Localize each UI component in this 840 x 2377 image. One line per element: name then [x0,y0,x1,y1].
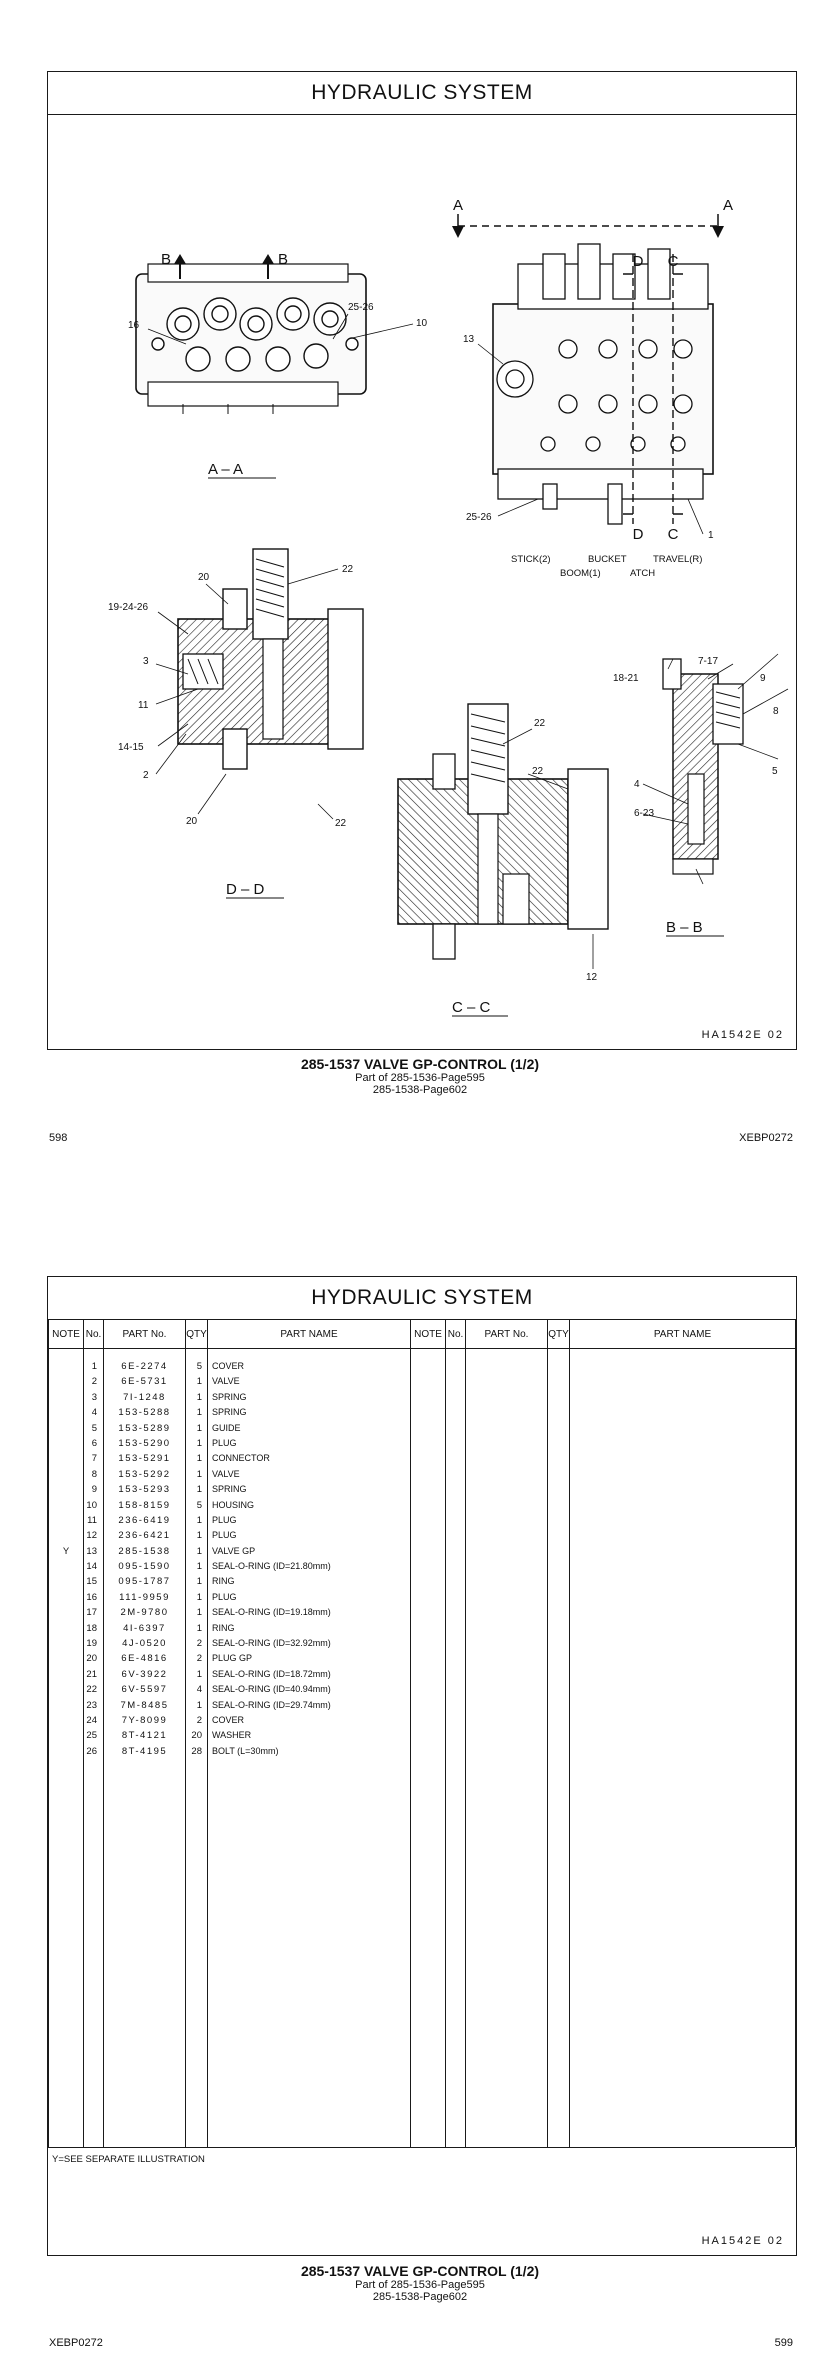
table-cell-name: SEAL-O-RING (ID=19.18mm) [212,1607,331,1618]
table-cell-no: 9 [91,1484,97,1496]
figure-caption [0,1056,840,1096]
section-marker-b: B [161,251,172,268]
table-cell-no: 11 [87,1514,97,1526]
exploded-valve-illustration [48,114,795,1049]
view-side-assembly [452,197,733,579]
section-marker-c: C [667,526,679,543]
callout-label: 22 [532,766,544,777]
table-cell-no: 14 [86,1561,97,1573]
caption-reference: 285-1538-Page602 [372,2291,468,2303]
table-cell-qty: 2 [196,1653,202,1665]
callout-label: 1 [708,530,714,541]
view-a-a [136,251,366,478]
table-cell-note [49,1744,83,1759]
figure-caption [0,2263,840,2303]
table-cell-note [49,1713,83,1728]
column-header: PART NAME [208,1320,411,1349]
view-c-c [398,704,608,1016]
table-cell-no: 8 [91,1468,97,1480]
section-marker-a: A [722,197,734,214]
callout-label: 9 [760,673,766,684]
column-header: QTY [548,1320,570,1349]
table-cell-no: 12 [86,1530,97,1542]
function-label: STICK(2) [511,554,551,565]
callout-label: 20 [186,816,198,827]
table-cell-name: COVER [212,1714,245,1725]
callout-label: 11 [138,700,149,711]
table-cell-note [49,1513,83,1528]
table-cell-qty: 1 [196,1391,202,1403]
table-cell-name: PLUG [212,1530,237,1541]
page-title: HYDRAULIC SYSTEM [48,72,796,115]
table-cell-name: PLUG [212,1514,237,1525]
table-cell-name: SEAL-O-RING (ID=32.92mm) [212,1638,331,1649]
note-column-empty [411,1349,446,2148]
table-cell-part: 095-1590 [118,1561,171,1573]
column-header: NOTE [49,1320,84,1349]
callout-label: 25-26 [466,512,492,523]
table-cell-no: 16 [86,1591,97,1603]
view-label-cc: C – C [452,999,491,1016]
callout-label: 4 [634,779,640,790]
table-cell-no: 17 [86,1607,97,1619]
document-code: XEBP0272 [739,1132,793,1144]
table-cell-qty: 1 [196,1422,202,1434]
table-cell-qty: 1 [196,1437,202,1449]
callout-label: 6-23 [634,808,655,819]
table-cell-qty: 1 [196,1407,202,1419]
table-cell-part: 285-1538 [118,1545,171,1557]
column-header: No. [84,1320,104,1349]
table-cell-qty: 5 [196,1361,202,1372]
note-legend: Y=SEE SEPARATE ILLUSTRATION [52,2154,205,2165]
callout-label: 22 [342,564,354,575]
table-cell-qty: 20 [191,1730,202,1742]
table-cell-note [49,1528,83,1543]
table-cell-part: 236-6419 [118,1514,171,1526]
table-cell-part: 6E-5731 [121,1376,168,1388]
table-cell-note [49,1451,83,1466]
table-cell-no: 22 [86,1684,97,1696]
table-cell-part: 236-6421 [118,1530,171,1542]
table-cell-no: 23 [86,1699,97,1711]
table-cell-note [49,1436,83,1451]
table-cell-name: SEAL-O-RING (ID=29.74mm) [212,1699,331,1710]
caption-reference: Part of 285-1536-Page595 [355,2279,485,2291]
table-cell-part: 6V-3922 [121,1668,168,1680]
part-number-column-empty [466,1349,548,2148]
table-footer [48,2147,795,2256]
table-cell-part: 4J-0520 [122,1638,167,1650]
callout-label: 20 [198,572,210,583]
item-number-column-empty [446,1349,466,2148]
section-marker-b: B [278,251,289,268]
table-cell-qty: 1 [196,1484,202,1496]
table-cell-part: 8T-4195 [121,1745,168,1757]
table-cell-no: 15 [86,1576,97,1588]
page-title: HYDRAULIC SYSTEM [48,1277,796,1320]
table-cell-name: RING [212,1576,235,1587]
table-header-row [49,1320,796,1349]
table-cell-part: 111-9959 [119,1591,170,1603]
table-cell-note [49,1574,83,1589]
table-cell-qty: 5 [196,1499,202,1511]
function-label: BOOM(1) [560,568,601,579]
table-cell-note [49,1728,83,1743]
table-cell-name: VALVE [212,1468,240,1479]
table-cell-qty: 2 [196,1714,202,1726]
table-cell-name: GUIDE [212,1422,241,1433]
table-cell-note [49,1359,83,1374]
table-cell-part: 153-5289 [118,1422,171,1434]
table-cell-part: 153-5290 [118,1437,171,1449]
table-cell-note [49,1559,83,1574]
table-cell-name: SPRING [212,1484,247,1495]
caption-title: 285-1537 VALVE GP-CONTROL (1/2) [300,1056,540,1072]
table-cell-part: 8T-4121 [121,1730,168,1742]
table-cell-no: 6 [91,1437,97,1449]
parts-list-page-frame [47,1276,797,2256]
section-marker-d: D [632,253,644,270]
view-d-d [178,549,363,898]
table-cell-part: 7Y-8099 [121,1714,168,1726]
callout-label: 13 [463,334,475,345]
table-cell-no: 21 [86,1668,97,1680]
callout-label: 19-24-26 [108,602,149,613]
table-cell-part: 6E-4816 [121,1653,168,1665]
callout-label: 22 [534,718,546,729]
table-cell-qty: 1 [196,1376,202,1388]
table-cell-qty: 1 [196,1607,202,1619]
table-cell-note [49,1482,83,1497]
part-number-column [104,1349,186,2148]
table-cell-part: 2M-9780 [120,1607,169,1619]
table-cell-no: 3 [91,1391,97,1403]
table-cell-name: PLUG [212,1437,237,1448]
table-cell-qty: 2 [196,1638,202,1650]
column-header: NOTE [411,1320,446,1349]
part-name-column [208,1349,411,2148]
table-cell-name: COVER [212,1361,245,1371]
table-cell-name: SPRING [212,1391,247,1402]
table-cell-note [49,1636,83,1651]
callout-label: 8 [773,706,779,717]
table-cell-note [49,1405,83,1420]
table-cell-note [49,1605,83,1620]
table-cell-part: 4I-6397 [123,1622,166,1634]
table-cell-name: SEAL-O-RING (ID=21.80mm) [212,1561,331,1572]
callout-label: 25-26 [348,302,374,313]
note-column [49,1349,84,2148]
quantity-column [186,1349,208,2148]
table-cell-note [49,1698,83,1713]
column-header: PART No. [466,1320,548,1349]
parts-table [48,1319,796,2147]
table-cell-note [49,1590,83,1605]
table-cell-qty: 1 [196,1530,202,1542]
view-b-b [663,659,743,936]
table-cell-qty: 1 [196,1545,202,1557]
callout-label: 18-21 [613,673,639,684]
table-cell-name: SEAL-O-RING (ID=40.94mm) [212,1684,331,1695]
table-cell-part: 153-5293 [118,1484,171,1496]
table-cell-part: 7M-8485 [120,1699,169,1711]
table-cell-no: 10 [86,1499,97,1511]
function-label: ATCH [630,568,656,579]
table-cell-no: 26 [86,1745,97,1757]
callout-label: 12 [586,972,598,983]
callout-label: 14-15 [118,742,144,753]
table-cell-name: WASHER [212,1730,252,1741]
callout-label: 10 [416,318,428,329]
table-cell-qty: 4 [196,1684,202,1696]
figure-code: HA1542E 02 [701,2235,784,2247]
table-cell-no: 20 [86,1653,97,1665]
quantity-column-empty [548,1349,570,2148]
table-cell-part: 7I-1248 [123,1391,166,1403]
table-cell-note [49,1651,83,1666]
table-cell-qty: 1 [196,1622,202,1634]
table-cell-no: 13 [86,1545,97,1557]
part-name-column-empty [570,1349,796,2148]
table-cell-no: 24 [86,1714,97,1726]
table-cell-note [49,1390,83,1405]
document-code: XEBP0272 [49,2337,103,2349]
view-label-dd: D – D [226,881,265,898]
callout-label: 16 [128,320,140,331]
column-header: No. [446,1320,466,1349]
table-cell-name: SEAL-O-RING (ID=18.72mm) [212,1668,331,1679]
table-cell-note [49,1667,83,1682]
table-cell-note [49,1498,83,1513]
column-header: PART No. [104,1320,186,1349]
table-cell-part: 153-5291 [118,1453,171,1465]
table-cell-name: PLUG GP [212,1653,253,1664]
table-cell-name: SPRING [212,1407,247,1418]
callout-label: 7-17 [698,656,719,667]
section-marker-a: A [452,197,464,214]
table-cell-no: 5 [91,1422,97,1434]
table-cell-name: VALVE GP [212,1545,256,1556]
parts-table-body [49,1349,796,2148]
table-cell-no: 4 [91,1407,97,1419]
table-cell-qty: 1 [196,1468,202,1480]
table-cell-qty: 1 [196,1514,202,1526]
view-label-aa: A – A [208,461,244,478]
table-cell-no: 2 [91,1376,97,1388]
column-header: QTY [186,1320,208,1349]
table-cell-no: 7 [91,1453,97,1465]
table-cell-no: 1 [91,1361,97,1372]
table-cell-qty: 28 [191,1745,202,1757]
table-cell-qty: 1 [196,1453,202,1465]
figure-code: HA1542E 02 [701,1029,784,1041]
table-cell-note [49,1374,83,1389]
illustration-page-frame [47,71,797,1050]
function-label: TRAVEL(R) [653,554,703,565]
table-cell-note [49,1467,83,1482]
table-cell-part: 158-8159 [118,1499,171,1511]
item-number-column [84,1349,104,2148]
table-cell-note [49,1621,83,1636]
table-cell-part: 153-5292 [118,1468,171,1480]
table-cell-qty: 1 [196,1576,202,1588]
table-cell-no: 19 [86,1638,97,1650]
caption-reference: Part of 285-1536-Page595 [355,1072,485,1084]
table-cell-name: BOLT (L=30mm) [212,1745,279,1756]
table-cell-part: 6V-5597 [121,1684,168,1696]
table-cell-name: HOUSING [212,1499,255,1510]
table-cell-note [49,1682,83,1697]
table-cell-part: 6E-2274 [121,1361,168,1372]
section-marker-c: C [667,253,679,270]
table-cell-name: CONNECTOR [212,1453,270,1464]
table-cell-name: VALVE [212,1376,240,1387]
callout-label: 5 [772,766,778,777]
table-cell-no: 25 [86,1730,97,1742]
table-cell-name: PLUG [212,1591,237,1602]
caption-title: 285-1537 VALVE GP-CONTROL (1/2) [300,2263,540,2279]
column-header: PART NAME [570,1320,796,1349]
caption-reference: 285-1538-Page602 [372,1084,468,1096]
table-cell-qty: 1 [196,1591,202,1603]
callout-label: 3 [143,656,149,667]
view-label-bb: B – B [666,919,703,936]
table-cell-part: 153-5288 [118,1407,171,1419]
table-cell-part: 095-1787 [118,1576,171,1588]
callout-label: 2 [143,770,149,781]
table-cell-qty: 1 [196,1668,202,1680]
page-number: 599 [774,2337,793,2349]
page-number: 598 [49,1132,68,1144]
callout-label: 22 [335,818,347,829]
table-cell-qty: 1 [196,1561,202,1573]
section-marker-d: D [632,526,644,543]
table-cell-note [49,1421,83,1436]
table-cell-qty: 1 [196,1699,202,1711]
table-cell-note: Y [62,1545,70,1557]
function-label: BUCKET [588,554,627,565]
table-cell-no: 18 [86,1622,97,1634]
table-cell-name: RING [212,1622,235,1633]
